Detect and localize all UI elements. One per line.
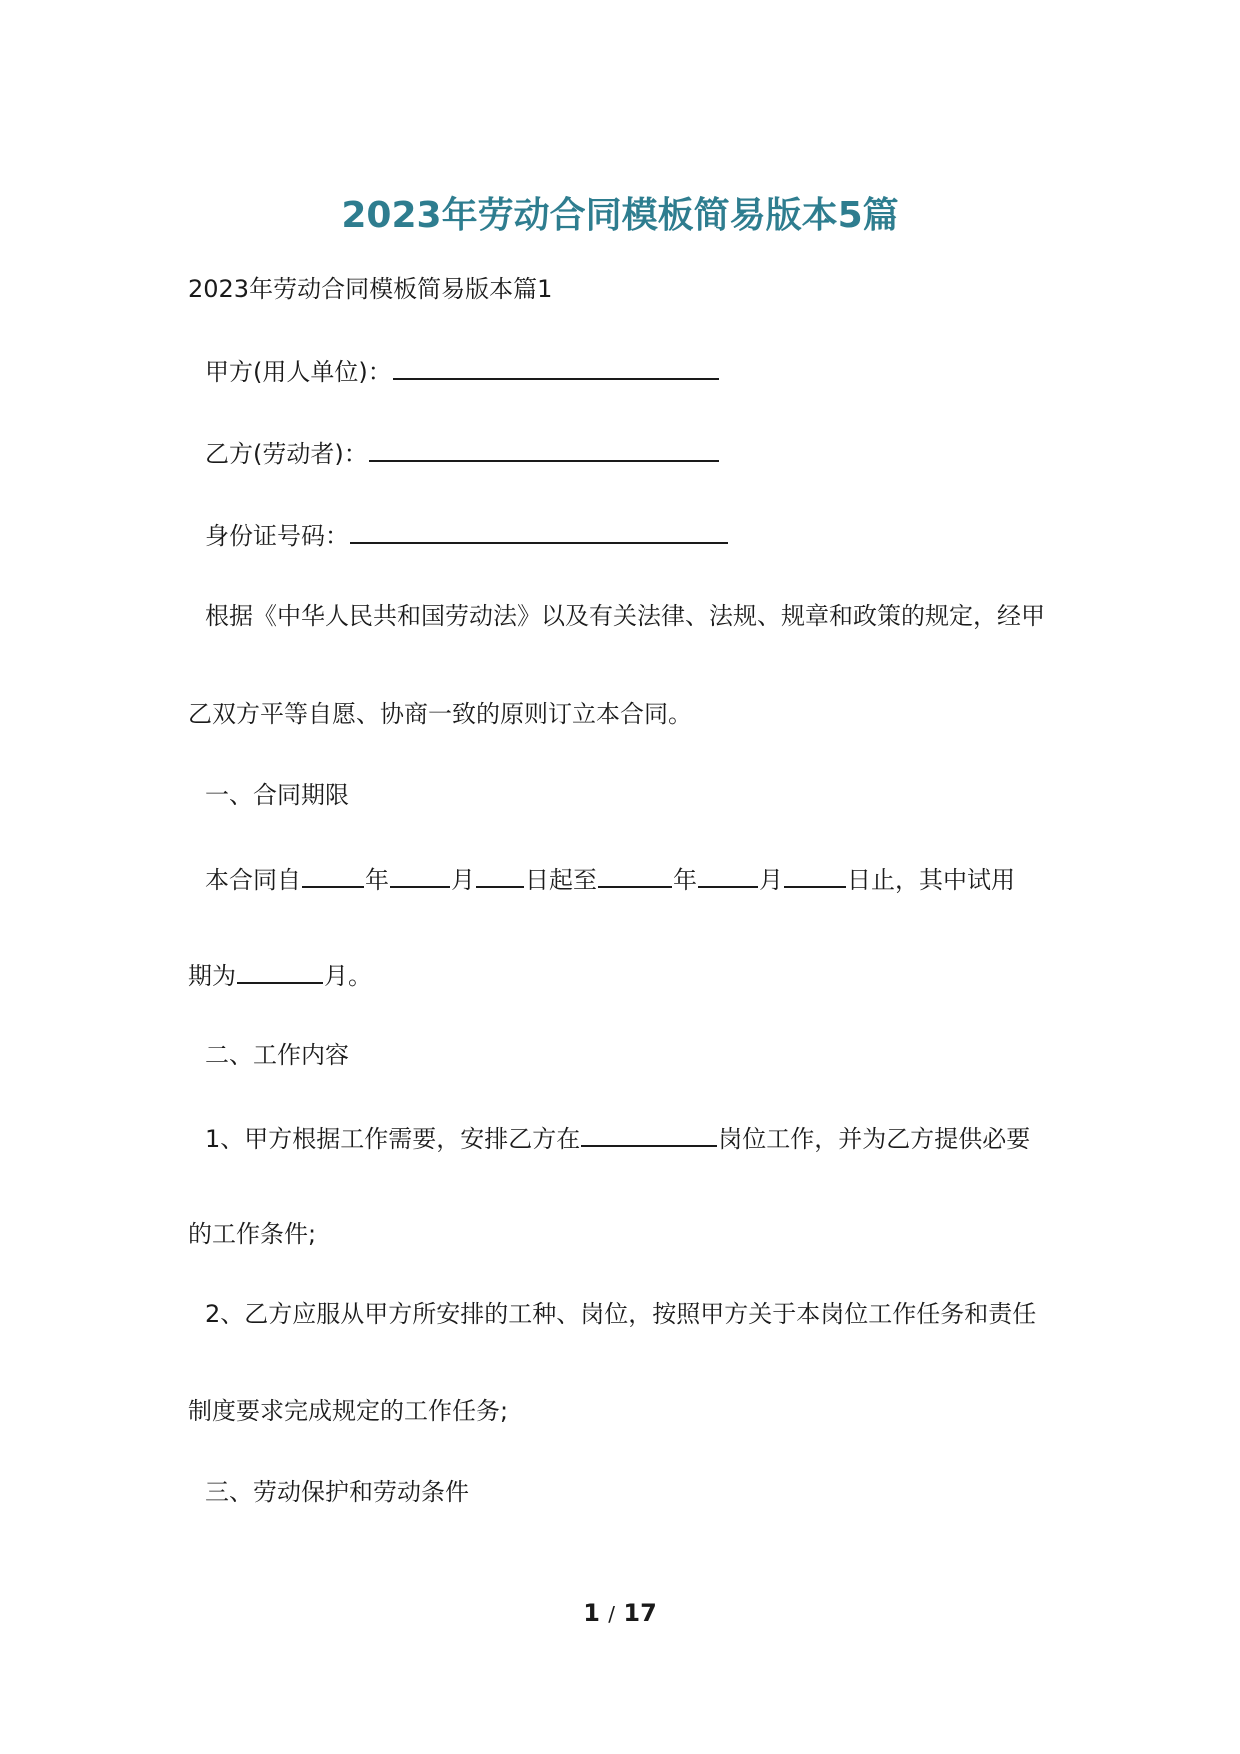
preamble-line-2: 乙双方平等自愿、协商一致的原则订立本合同。	[188, 700, 692, 728]
term-text-start: 本合同自	[205, 866, 301, 894]
end-month-blank	[698, 862, 758, 888]
term-text-end: 日止，其中试用	[847, 866, 1015, 894]
preamble-line-1: 根据《中华人民共和国劳动法》以及有关法律、法规、规章和政策的规定，经甲	[205, 602, 1045, 630]
end-day-blank	[784, 862, 846, 888]
item-1-suffix: 岗位工作，并为乙方提供必要	[718, 1125, 1031, 1153]
probation-blank	[237, 958, 323, 984]
item-2-line-1: 2、乙方应服从甲方所安排的工种、岗位，按照甲方关于本岗位工作任务和责任	[205, 1300, 1037, 1328]
party-b-blank	[369, 436, 719, 462]
probation-suffix: 月。	[324, 962, 372, 990]
start-day-blank	[476, 862, 524, 888]
id-number-line	[205, 518, 729, 552]
start-year-blank	[302, 862, 364, 888]
term-text-year-2: 年	[673, 866, 697, 894]
id-number-blank	[350, 518, 728, 544]
term-text-month: 月	[451, 866, 475, 894]
end-year-blank	[598, 862, 672, 888]
item-2-line-2: 制度要求完成规定的工作任务;	[188, 1397, 509, 1425]
party-a-blank	[393, 354, 719, 380]
page-total: 17	[623, 1599, 657, 1627]
document-title: 2023年劳动合同模板简易版本5篇	[341, 195, 899, 236]
page-number	[0, 1597, 1240, 1630]
term-line-1	[205, 862, 1015, 896]
section-heading: 2023年劳动合同模板简易版本篇1	[188, 275, 553, 303]
term-text-year: 年	[365, 866, 389, 894]
item-1-line-2: 的工作条件;	[188, 1220, 317, 1248]
party-a-line	[205, 354, 720, 388]
term-text-until: 日起至	[525, 866, 597, 894]
party-b-line	[205, 436, 720, 470]
term-line-2	[188, 958, 372, 992]
party-b-label: 乙方(劳动者)：	[205, 440, 368, 468]
clause-1-heading: 一、合同期限	[205, 781, 349, 809]
page-separator: /	[608, 1602, 616, 1626]
item-1-prefix: 1、甲方根据工作需要，安排乙方在	[205, 1125, 581, 1153]
position-blank	[581, 1121, 717, 1147]
probation-label: 期为	[188, 962, 236, 990]
party-a-label: 甲方(用人单位)：	[205, 358, 392, 386]
clause-2-heading: 二、工作内容	[205, 1041, 349, 1069]
clause-3-heading: 三、劳动保护和劳动条件	[205, 1478, 469, 1506]
start-month-blank	[390, 862, 450, 888]
id-number-label: 身份证号码：	[205, 522, 349, 550]
page-current: 1	[583, 1599, 600, 1627]
term-text-month-2: 月	[759, 866, 783, 894]
item-1-line-1	[205, 1121, 1030, 1155]
